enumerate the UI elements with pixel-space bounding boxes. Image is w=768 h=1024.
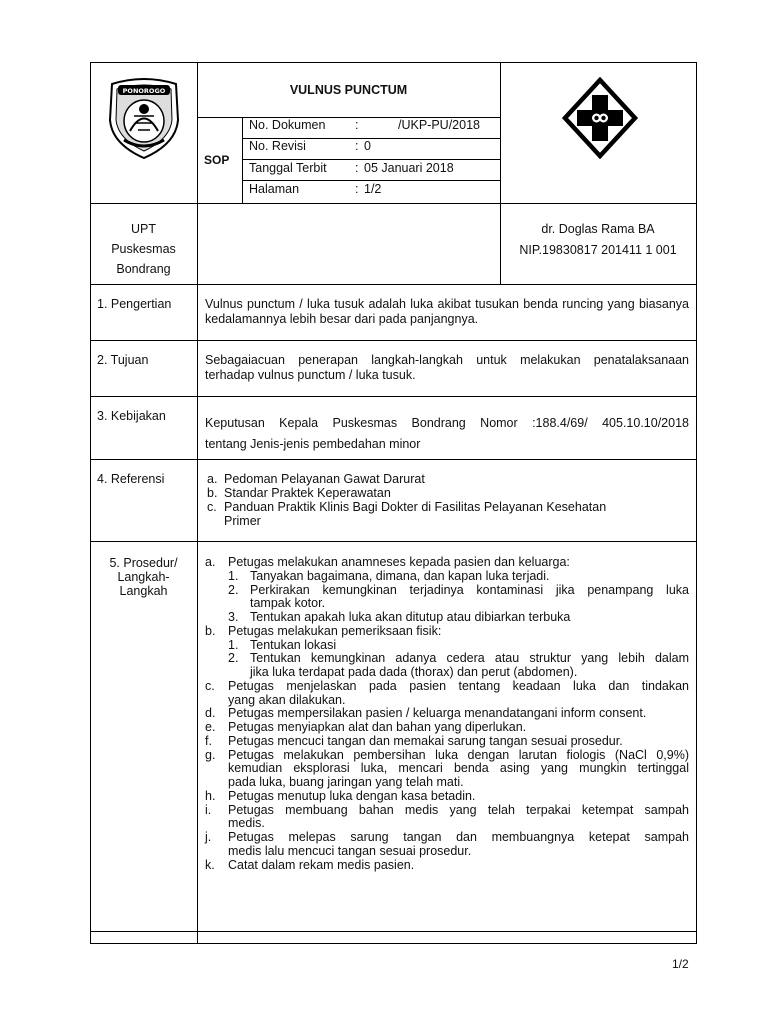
doc-number-colon: : <box>355 118 359 132</box>
step-text: yang akan dilakukan. <box>228 692 346 707</box>
step-text: Petugas melakukan pemeriksaan fisik: <box>228 623 442 638</box>
referensi-label: 4. Referensi <box>97 472 165 486</box>
step-marker: h. <box>205 788 216 803</box>
issue-date-label: Tanggal Terbit <box>249 161 327 175</box>
kebijakan-line2: tentang Jenis-jenis pembedahan minor <box>205 437 421 451</box>
prosedur-label-3: Langkah <box>119 584 168 598</box>
step-marker: b. <box>205 623 216 638</box>
step-text: medis lalu mencuci tangan sesuai prosedur. <box>228 843 472 858</box>
sop-label: SOP <box>204 153 230 167</box>
step-text: tampak kotor. <box>250 596 326 611</box>
step-text: Petugas melepas sarung tangan dan membuangnya ketepat sampah <box>228 831 689 844</box>
step-marker: j. <box>205 830 212 844</box>
signer-name: dr. Doglas Rama BA <box>541 222 655 236</box>
step-text: Tanyakan bagaimana, dimana, dan kapan luka terjadi. <box>250 568 550 583</box>
prosedur-label-2: Langkah- <box>117 570 170 584</box>
pengertian-text: Vulnus punctum / luka tusuk adalah luka akibat tusukan benda runcing yang biasanya kedalamannya lebih besar dari pada panjangnya. <box>205 297 689 326</box>
issue-date-value: 05 Januari 2018 <box>364 161 454 175</box>
prosedur-label-1: 5. Prosedur/ <box>109 556 178 570</box>
page-value: 1/2 <box>364 182 382 196</box>
step-marker: 3. <box>228 610 239 624</box>
step-text: Tentukan kemungkinan adanya cedera atau struktur yang lebih dalam <box>250 652 689 666</box>
step-text: pada luka, buang jaringan yang telah mati. <box>228 775 464 789</box>
doc-number-label: No. Dokumen <box>249 118 326 132</box>
ref-c-text: Panduan Praktik Klinis Bagi Dokter di Fasilitas Pelayanan Kesehatan <box>224 500 607 514</box>
step-text: Petugas melakukan anamneses kepada pasien dan keluarga: <box>228 555 570 569</box>
doc-number-value: /UKP-PU/2018 <box>398 118 480 132</box>
step-text: Petugas mencuci tangan dan memakai sarung tangan sesuai prosedur. <box>228 733 623 748</box>
kebijakan-label: 3. Kebijakan <box>97 409 166 423</box>
ref-c-mark: c. <box>207 500 217 514</box>
step-marker: d. <box>205 706 216 721</box>
step-marker: 1. <box>228 568 239 583</box>
health-cross-logo <box>562 77 638 159</box>
ref-b-mark: b. <box>207 486 218 500</box>
org-bondrang: Bondrang <box>116 262 171 276</box>
step-text: Petugas melakukan pembersihan luka dengan larutan fiologis (NaCl 0,9%) <box>228 748 689 762</box>
step-marker: i. <box>205 802 212 817</box>
page-colon: : <box>355 182 359 196</box>
pengertian-label: 1. Pengertian <box>97 297 172 311</box>
step-text: Tentukan lokasi <box>250 637 337 652</box>
step-text: jika luka terdapat pada dada (thorax) dan perut (abdomen). <box>250 665 578 679</box>
ref-a-mark: a. <box>207 472 218 486</box>
step-text: Petugas mempersilakan pasien / keluarga menandatangani inform consent. <box>228 706 647 721</box>
signer-nip: NIP.19830817 201411 1 001 <box>519 243 677 257</box>
step-marker: 2. <box>228 582 239 597</box>
step-marker: g. <box>205 747 216 762</box>
ref-c-continuation: Primer <box>224 514 261 528</box>
step-text: Petugas menyiapkan alat dan bahan yang diperlukan. <box>228 720 527 734</box>
ref-a-text: Pedoman Pelayanan Gawat Darurat <box>224 472 425 486</box>
step-text: Tentukan apakah luka akan ditutup atau dibiarkan terbuka <box>250 610 571 624</box>
step-text: Perkirakan kemungkinan terjadinya kontaminasi jika penampang luka <box>250 583 689 597</box>
page-label: Halaman <box>249 182 300 196</box>
document-title: VULNUS PUNCTUM <box>289 83 408 97</box>
ref-b-text: Standar Praktek Keperawatan <box>224 486 391 500</box>
step-marker: a. <box>205 555 216 569</box>
step-marker: 2. <box>228 651 239 666</box>
step-marker: c. <box>205 678 215 693</box>
org-upt: UPT <box>131 222 156 236</box>
tujuan-label: 2. Tujuan <box>97 353 149 367</box>
step-marker: e. <box>205 720 216 734</box>
revision-value: 0 <box>364 139 371 153</box>
kebijakan-line1: Keputusan Kepala Puskesmas Bondrang Nomor :188.4/69/ 405.10.10/2018 <box>205 416 689 430</box>
revision-colon: : <box>355 139 359 153</box>
issue-date-colon: : <box>355 161 359 175</box>
step-text: Petugas menjelaskan pada pasien tentang keadaan luka dan tindakan <box>228 679 689 693</box>
step-text: Catat dalam rekam medis pasien. <box>228 857 415 872</box>
step-marker: k. <box>205 857 215 872</box>
revision-label: No. Revisi <box>249 139 306 153</box>
step-text: medis. <box>228 816 265 831</box>
tujuan-text: Sebagaiacuan penerapan langkah-langkah untuk melakukan penatalaksanaan terhadap vulnus punctum / luka tusuk. <box>205 353 689 382</box>
org-puskesmas: Puskesmas <box>111 242 176 256</box>
svg-text:PONOROGO: PONOROGO <box>122 87 166 95</box>
step-text: Petugas menutup luka dengan kasa betadin. <box>228 788 476 803</box>
step-text: kemudian eksplorasi luka, mencari benda asing yang mungkin tertinggal <box>228 762 689 776</box>
page-number: 1/2 <box>672 957 689 971</box>
step-text: Petugas membuang bahan medis yang telah terpakai ketempat sampah <box>228 803 689 817</box>
step-marker: 1. <box>228 637 239 652</box>
ponorogo-regency-logo <box>104 76 184 160</box>
step-marker: f. <box>205 733 212 748</box>
